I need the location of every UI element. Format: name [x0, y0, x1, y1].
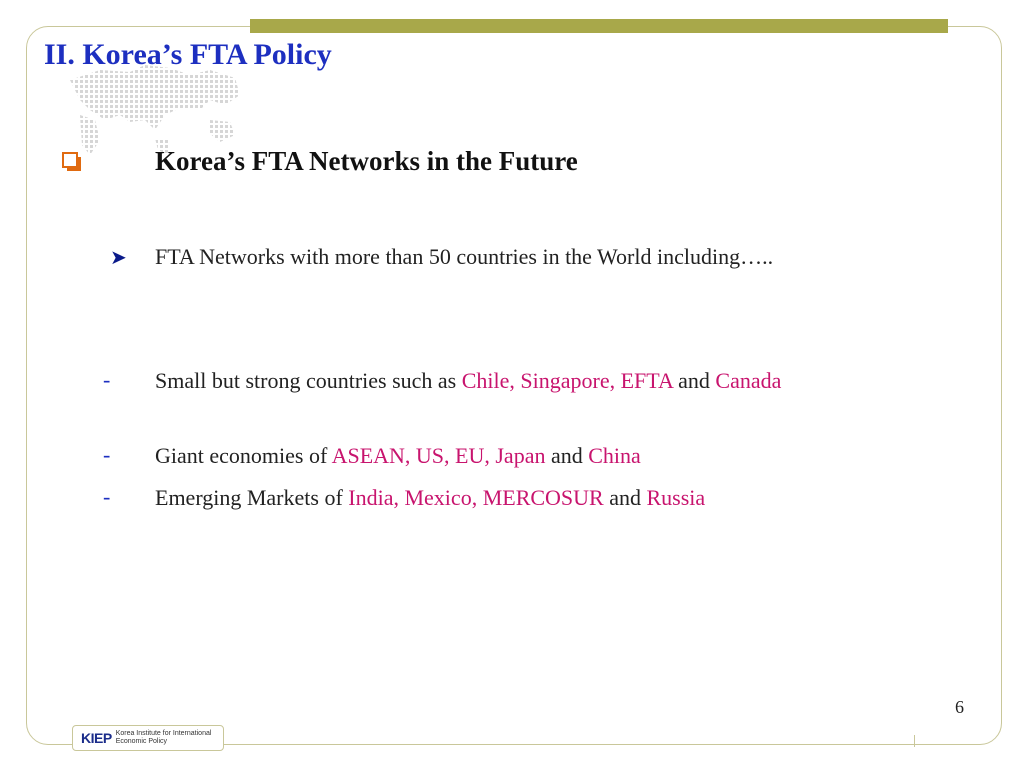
kiep-logo — [72, 725, 224, 751]
logo-mark: KIEP — [81, 730, 112, 746]
logo-text-line2: Economic Policy — [115, 738, 168, 745]
dash-bullet: - — [103, 442, 111, 467]
item-highlight: China — [588, 443, 641, 468]
logo-text — [116, 730, 212, 746]
logo-text-line1: Korea Institute for International — [115, 730, 212, 737]
item-highlight: Chile, Singapore, EFTA — [461, 368, 673, 393]
dash-bullet: - — [103, 484, 111, 509]
dash-bullet: - — [103, 367, 111, 392]
main-point: FTA Networks with more than 50 countries in the World including….. — [155, 244, 774, 269]
item-text: and — [545, 443, 589, 468]
list-item — [155, 483, 915, 513]
divider — [914, 735, 915, 747]
item-text: and — [672, 368, 716, 393]
item-text: Giant economies of — [155, 443, 332, 468]
page-number: 6 — [955, 697, 964, 717]
list-item — [155, 441, 915, 471]
list-item — [155, 366, 915, 396]
arrow-bullet-icon: ➤ — [110, 247, 127, 269]
item-highlight: India, Mexico, MERCOSUR — [348, 485, 604, 510]
section-heading: Korea’s FTA Networks in the Future — [155, 146, 578, 176]
item-text: Small but strong countries such as — [155, 368, 462, 393]
item-highlight: Russia — [646, 485, 706, 510]
item-text: and — [603, 485, 647, 510]
checkbox-bullet-icon — [62, 152, 78, 168]
item-highlight: ASEAN, US, EU, Japan — [331, 443, 546, 468]
accent-bar — [250, 19, 948, 33]
item-text: Emerging Markets of — [155, 485, 349, 510]
item-highlight: Canada — [715, 368, 782, 393]
page-title: II. Korea’s FTA Policy — [44, 38, 332, 71]
